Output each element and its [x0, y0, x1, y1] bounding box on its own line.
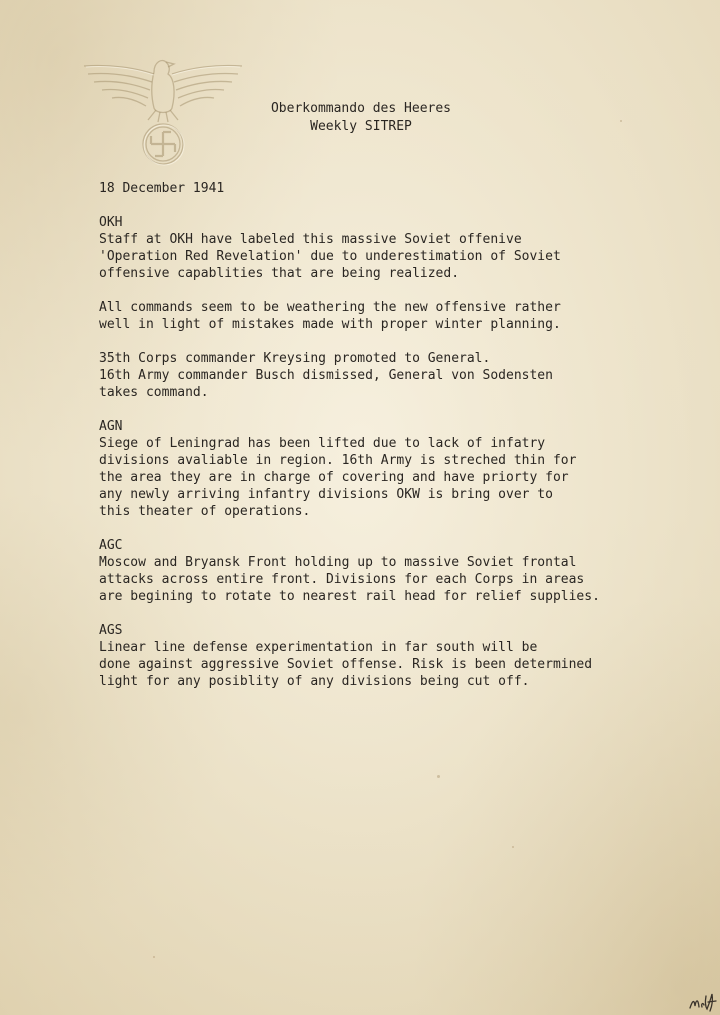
section-heading: AGS: [99, 623, 123, 638]
section-heading: OKH: [99, 215, 123, 230]
paper-speck: [437, 775, 440, 778]
section-okh: [99, 214, 699, 401]
section-paragraph: All commands seem to be weathering the new offensive rather well in light of mistakes made with proper winter planning.: [99, 300, 561, 332]
letterhead: [200, 100, 522, 136]
section-heading: AGC: [99, 538, 123, 553]
document-date: 18 December 1941: [99, 181, 225, 196]
section-ags: [99, 622, 699, 690]
section-heading: AGN: [99, 419, 123, 434]
letterhead-report-title: Weekly SITREP: [310, 119, 412, 134]
paper-speck: [512, 846, 514, 848]
section-agc: [99, 537, 699, 605]
section-paragraph: Staff at OKH have labeled this massive Soviet offenive 'Operation Red Revelation' due to underestimation of Soviet offensive capablities that are being realized.: [99, 232, 561, 281]
paper-speck: [153, 956, 155, 958]
section-paragraph: Linear line defense experimentation in far south will be done against aggressive Soviet offense. Risk is been determined light for any posiblity of any divisions being cut off.: [99, 640, 593, 689]
section-paragraph: 35th Corps commander Kreysing promoted to General. 16th Army commander Busch dismissed, General von Sodensten takes command.: [99, 351, 553, 400]
section-paragraph: Siege of Leningrad has been lifted due to lack of infatry divisions avaliable in region. 16th Army is streched thin for the area they are in charge of covering and have priorty for any newly arriving infantry divisions OKW is bring over to this theater of operations.: [99, 436, 577, 519]
handwritten-signature: [686, 986, 720, 1014]
section-agn: [99, 418, 699, 520]
letterhead-org: Oberkommando des Heeres: [270, 101, 451, 116]
paper-speck: [620, 120, 622, 122]
section-paragraph: Moscow and Bryansk Front holding up to massive Soviet frontal attacks across entire front. Divisions for each Corps in areas are begining to rotate to nearest rail head for relief supplies.: [99, 555, 600, 604]
